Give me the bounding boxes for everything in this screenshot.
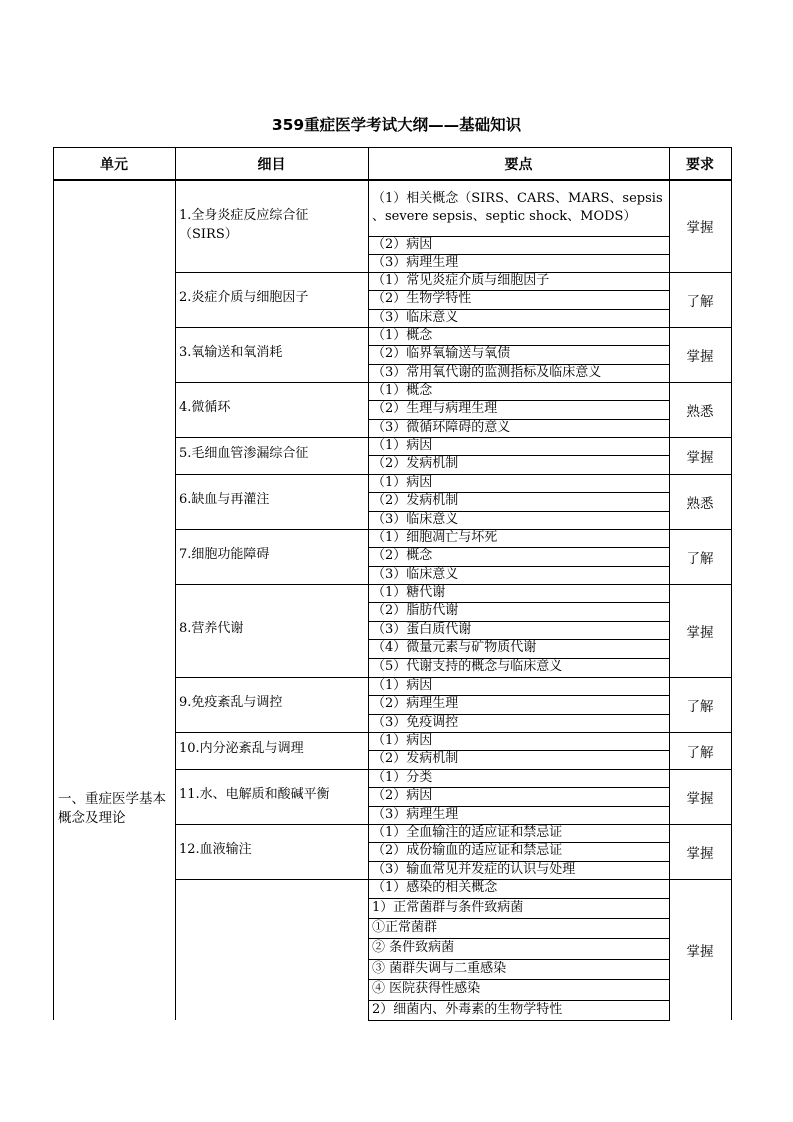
point-text: 、severe sepsis、septic shock、MODS） [372, 209, 637, 224]
item-divider [175, 584, 369, 585]
column-divider [368, 769, 369, 824]
item-label-line: 9.免疫紊乱与调控 [179, 695, 283, 710]
point-text: （3）微循环障碍的意义 [372, 420, 511, 435]
point-text: （2）脂肪代谢 [372, 603, 459, 618]
item-label [179, 786, 330, 805]
point-divider [368, 677, 670, 678]
point-text: （1）概念 [372, 328, 433, 343]
point-text: （1）病因 [372, 475, 433, 490]
req-divider [669, 584, 732, 585]
requirement-label: 熟悉 [686, 404, 714, 420]
item-label-line: 8.营养代谢 [179, 621, 244, 636]
header-req: 要求 [669, 147, 731, 180]
req-divider [669, 732, 732, 733]
point-text: （3）免疫调控 [372, 715, 459, 730]
point-text: （2）生物学特性 [372, 291, 472, 306]
point-text: （3）病理生理 [372, 255, 459, 270]
item-label [179, 546, 269, 565]
item-label [179, 841, 252, 860]
requirement-label: 了解 [686, 745, 714, 761]
point-divider [368, 732, 670, 733]
item-label [179, 289, 308, 308]
header-item: 细目 [175, 147, 368, 180]
item-label-line: 11.水、电解质和酸碱平衡 [179, 787, 330, 802]
item-label [179, 694, 282, 713]
point-text: （2）病因 [372, 237, 433, 252]
requirement-label: 了解 [686, 294, 714, 310]
point-text: （2）病理生理 [372, 696, 459, 711]
column-divider [368, 272, 369, 327]
point-text: ③ 菌群失调与二重感染 [372, 961, 507, 976]
item-divider [175, 824, 369, 825]
item-divider [175, 272, 369, 273]
item-label-line: 1.全身炎症反应综合征 [179, 208, 309, 223]
column-divider [368, 474, 369, 529]
point-divider [368, 180, 670, 181]
point-text: ② 条件致病菌 [372, 940, 455, 955]
item-label-line: 7.细胞功能障碍 [179, 547, 270, 562]
point-text: （1）病因 [372, 438, 433, 453]
item-label-line: 6.缺血与再灌注 [179, 492, 270, 507]
point-text: （3）临床意义 [372, 567, 459, 582]
point-text: （4）微量元素与矿物质代谢 [372, 640, 537, 655]
item-label-line: 12.血液输注 [179, 842, 252, 857]
item-label [179, 620, 243, 639]
unit-label: 一、重症医学基本概念及理论 [58, 791, 166, 826]
point-text: （1）病因 [372, 733, 433, 748]
req-divider [669, 824, 732, 825]
item-label-line: 10.内分泌紊乱与调理 [179, 741, 304, 756]
req-divider [669, 677, 732, 678]
column-divider [368, 529, 369, 584]
requirement-label: 了解 [686, 551, 714, 567]
item-divider [175, 677, 369, 678]
point-text: （3）常用氧代谢的监测指标及临床意义 [372, 365, 602, 380]
point-text: （3）病理生理 [372, 807, 459, 822]
point-text: （1）分类 [372, 770, 433, 785]
item-label [179, 445, 308, 464]
point-text: （2）发病机制 [372, 493, 459, 508]
point-text: （5）代谢支持的概念与临床意义 [372, 659, 563, 674]
req-divider [669, 474, 732, 475]
column-divider [368, 824, 369, 879]
table-left-border [53, 147, 54, 1020]
point-text: （1）病因 [372, 678, 433, 693]
item-label [179, 491, 269, 510]
column-divider [368, 584, 369, 677]
requirement-label: 掌握 [686, 944, 714, 960]
item-label [179, 207, 308, 244]
column-divider [368, 677, 369, 732]
req-divider [669, 437, 732, 438]
column-divider [368, 879, 369, 1020]
point-text: （2）概念 [372, 548, 433, 563]
point-text: （1）细胞凋亡与坏死 [372, 530, 498, 545]
column-divider [368, 327, 369, 382]
req-divider [669, 879, 732, 880]
column-divider [368, 180, 369, 272]
point-text: （1）糖代谢 [372, 585, 446, 600]
point-divider [368, 1020, 670, 1021]
point-divider [368, 584, 670, 585]
point-divider [368, 529, 670, 530]
point-text: （1）全血输注的适应证和禁忌证 [372, 825, 563, 840]
point-text: ①正常菌群 [372, 920, 438, 935]
requirement-label: 掌握 [686, 791, 714, 807]
req-divider [669, 382, 732, 383]
requirement-label: 掌握 [686, 349, 714, 365]
req-divider [669, 529, 732, 530]
page-title: 359重症医学考试大纲——基础知识 [271, 116, 522, 134]
item-label [179, 344, 282, 363]
point-text: 2）细菌内、外毒素的生物学特性 [372, 1002, 563, 1017]
item-divider [175, 732, 369, 733]
point-text: （2）临界氧输送与氧债 [372, 346, 511, 361]
point-divider [368, 879, 670, 880]
point-text: （1）感染的相关概念 [372, 880, 498, 895]
point-divider [368, 769, 670, 770]
point-text: （2）病因 [372, 788, 433, 803]
requirement-label: 熟悉 [686, 496, 714, 512]
requirement-label: 掌握 [686, 220, 714, 236]
column-divider [669, 147, 670, 180]
point-text: （2）发病机制 [372, 751, 459, 766]
point-divider [368, 474, 670, 475]
column-divider [368, 382, 369, 437]
item-label [179, 399, 230, 418]
point-divider [368, 437, 670, 438]
item-divider [175, 474, 369, 475]
item-divider [175, 327, 369, 328]
point-text: （1）相关概念（SIRS、CARS、MARS、sepsis [372, 191, 663, 206]
req-divider [669, 769, 732, 770]
point-text: 1）正常菌群与条件致病菌 [372, 900, 524, 915]
point-text: ④ 医院获得性感染 [372, 981, 481, 996]
item-label-line: 3.氧输送和氧消耗 [179, 345, 283, 360]
item-label [179, 740, 304, 759]
point-text: （1）概念 [372, 383, 433, 398]
item-label-line: 4.微循环 [179, 400, 231, 415]
point-text: （2）生理与病理生理 [372, 401, 498, 416]
point-divider [368, 824, 670, 825]
point-divider [368, 382, 670, 383]
requirement-label: 掌握 [686, 846, 714, 862]
item-divider [175, 769, 369, 770]
point-text: （3）临床意义 [372, 512, 459, 527]
item-label-line: 5.毛细血管渗漏综合征 [179, 446, 309, 461]
requirement-label: 掌握 [686, 625, 714, 641]
item-divider [175, 437, 369, 438]
item-divider [175, 382, 369, 383]
point-divider [368, 272, 670, 273]
item-label-line: 2.炎症介质与细胞因子 [179, 290, 309, 305]
point-text: （3）蛋白质代谢 [372, 622, 472, 637]
header-top-border [53, 147, 732, 148]
point-text: （1）常见炎症介质与细胞因子 [372, 273, 550, 288]
column-divider [368, 147, 369, 180]
requirement-label: 了解 [686, 699, 714, 715]
point-divider [368, 327, 670, 328]
point-text: （3）临床意义 [372, 310, 459, 325]
header-unit: 单元 [53, 147, 175, 180]
requirement-label: 掌握 [686, 450, 714, 466]
point-text: （3）输血常见并发症的认识与处理 [372, 862, 576, 877]
point-text: （2）成份输血的适应证和禁忌证 [372, 843, 563, 858]
point-text: （2）发病机制 [372, 456, 459, 471]
item-divider [175, 529, 369, 530]
item-divider [175, 879, 369, 880]
req-divider [669, 327, 732, 328]
req-divider [669, 272, 732, 273]
item-label-line: （SIRS） [179, 226, 238, 242]
header-points: 要点 [368, 147, 669, 180]
